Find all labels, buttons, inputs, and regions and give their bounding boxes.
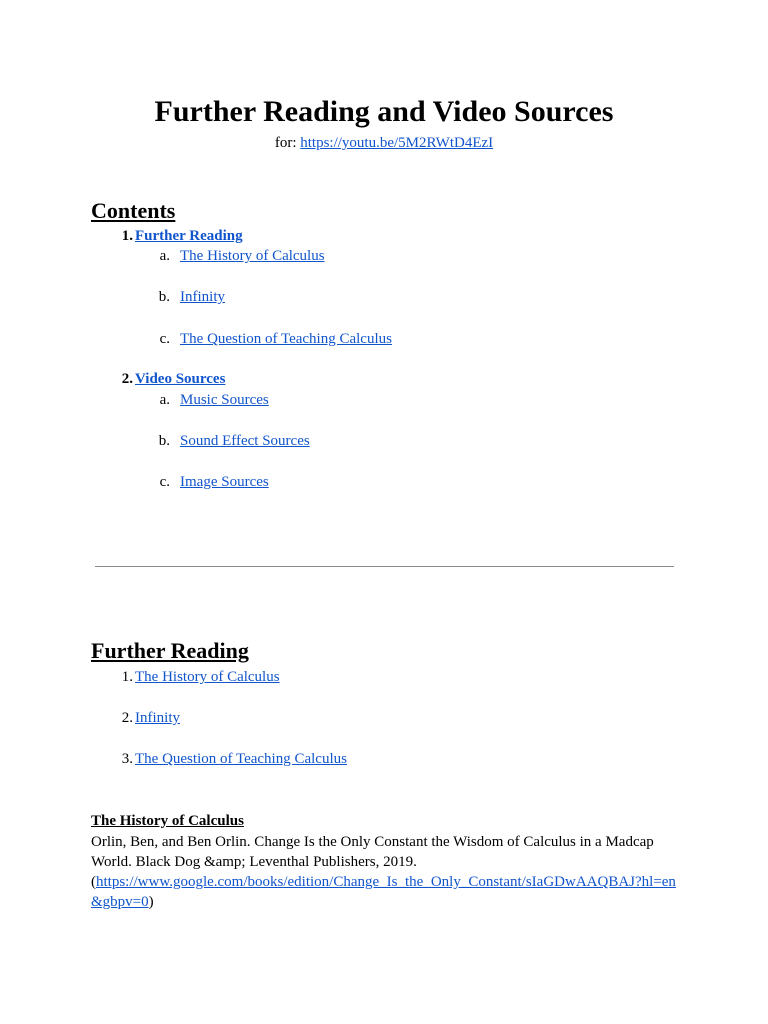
contents-link-history-of-calculus[interactable]: The History of Calculus — [180, 248, 325, 264]
open-paren: ( — [91, 874, 96, 890]
contents-heading: Contents — [91, 198, 176, 223]
list-marker: b. — [158, 433, 170, 449]
contents-link-further-reading[interactable]: Further Reading — [135, 228, 243, 244]
close-paren: ) — [148, 894, 154, 910]
further-reading-heading: Further Reading — [91, 638, 249, 663]
citation-url-line — [91, 872, 691, 892]
list-marker: 2. — [121, 710, 133, 726]
further-reading-link-teaching[interactable]: The Question of Teaching Calculus — [135, 751, 347, 767]
contents-link-video-sources[interactable]: Video Sources — [135, 371, 226, 387]
list-marker: a. — [159, 392, 170, 408]
citation-url-line — [91, 892, 691, 912]
list-marker: 3. — [121, 751, 133, 767]
video-link[interactable]: https://youtu.be/5M2RWtD4EzI — [300, 135, 494, 151]
contents-link-image-sources[interactable]: Image Sources — [180, 474, 269, 490]
further-reading-link-infinity[interactable]: Infinity — [135, 710, 180, 726]
list-marker: 1. — [121, 669, 133, 685]
page-title: Further Reading and Video Sources — [154, 95, 614, 128]
list-marker: c. — [159, 474, 170, 490]
citation-text-line: Orlin, Ben, and Ben Orlin. Change Is the Only Constant the Wisdom of Calculus in a Madcap — [91, 834, 654, 850]
list-marker: a. — [159, 248, 170, 264]
history-citation — [91, 832, 691, 912]
contents-link-sound-effect-sources[interactable]: Sound Effect Sources — [180, 433, 310, 449]
horizontal-divider — [95, 566, 674, 567]
further-reading-link-history[interactable]: The History of Calculus — [135, 669, 280, 685]
history-of-calculus-heading: The History of Calculus — [91, 813, 244, 829]
list-marker: 1. — [121, 228, 133, 244]
list-marker: c. — [159, 331, 170, 347]
citation-link-continued[interactable]: &gbpv=0 — [91, 894, 149, 910]
contents-link-music-sources[interactable]: Music Sources — [180, 392, 269, 408]
list-marker: b. — [158, 289, 170, 305]
list-marker: 2. — [121, 371, 133, 387]
contents-link-teaching-calculus[interactable]: The Question of Teaching Calculus — [180, 331, 392, 347]
citation-link[interactable]: https://www.google.com/books/edition/Change_Is_the_Only_Constant/sIaGDwAAQBAJ?hl=en — [96, 874, 676, 890]
for-label: for: — [274, 135, 301, 151]
citation-text-line: World. Black Dog &amp; Leventhal Publishers, 2019. — [91, 854, 417, 870]
contents-link-infinity[interactable]: Infinity — [180, 289, 225, 305]
video-reference — [0, 134, 768, 152]
